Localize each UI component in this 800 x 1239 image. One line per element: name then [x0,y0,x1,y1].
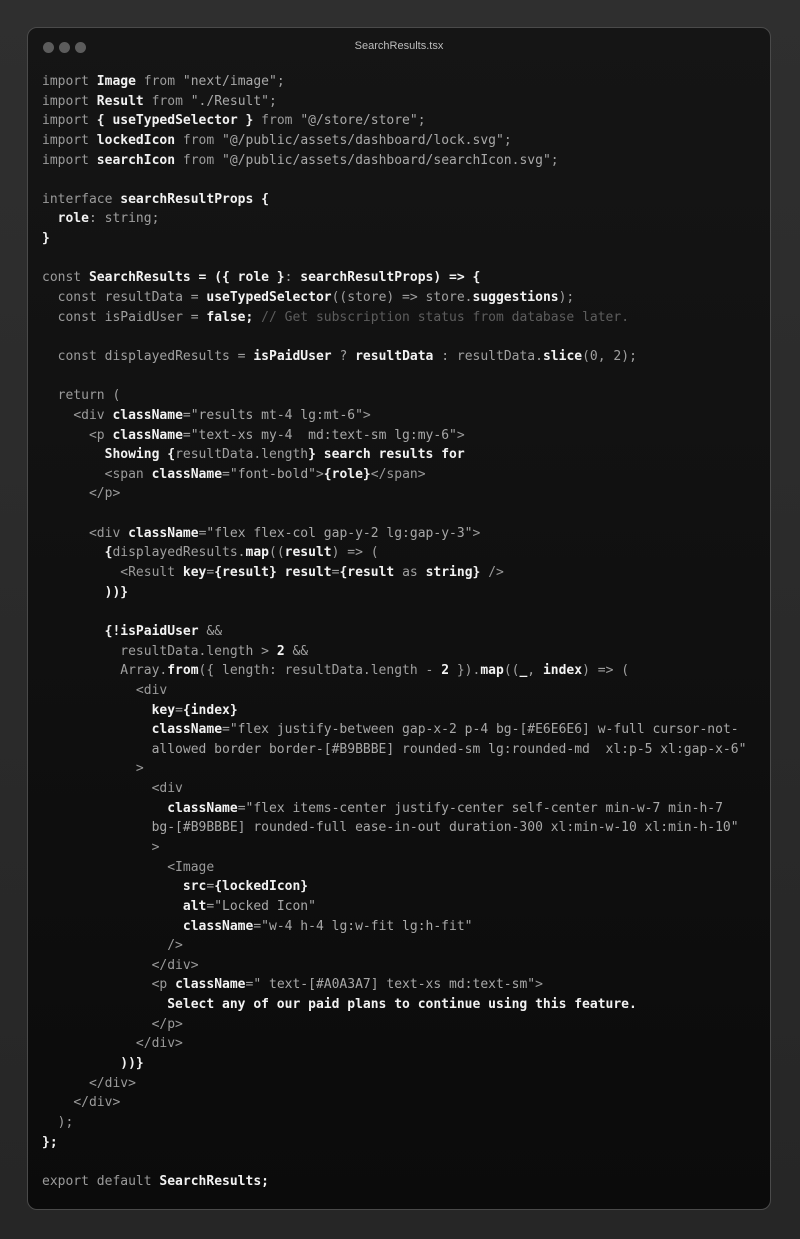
code-token: from [143,93,191,109]
code-token: ); [42,1114,74,1130]
code-token: "@/public/assets/dashboard/lock.svg" [222,132,504,148]
code-token: Result [96,93,144,109]
code-token: </div> [151,957,199,973]
code-line [42,818,746,838]
code-line [42,642,746,662]
code-token: from [175,132,223,148]
code-token: (( [503,663,520,679]
code-token: result [284,565,332,581]
code-token [42,565,120,580]
code-token: searchResultProps) => { [300,270,481,286]
code-token: useTypedSelector [206,290,332,306]
code-line [42,917,746,937]
code-token: 2 [276,643,285,659]
code-token: displayedResults. [112,545,246,561]
code-line [42,602,746,622]
code-line [42,288,746,308]
code-token: </p> [88,486,121,502]
code-token [42,899,183,914]
code-token: false; [206,309,254,325]
code-line [42,367,746,387]
code-token: bg-[#B9BBBE] rounded-full ease-in-out duration-300 xl:min-w-10 xl:min-h-10" [42,820,739,836]
code-token: import [42,113,97,129]
code-token [42,1056,120,1071]
code-token: { [104,545,113,561]
code-line [42,327,746,347]
code-line [42,1015,746,1035]
code-line [42,563,746,583]
code-token: = [206,879,215,895]
code-token: className [167,800,238,816]
code-line [42,858,746,878]
code-token: const [57,290,105,306]
code-token: alt [182,898,207,914]
code-token: </div> [88,1075,136,1091]
code-token: Select any of our paid plans to continue using this feature. [167,997,637,1013]
code-token: {result} [214,565,277,581]
title-bar [28,28,770,66]
code-line [42,897,746,917]
code-token: // Get subscription status from database later. [253,309,630,325]
code-token: "./Result" [190,93,270,109]
code-token: as [394,565,426,581]
code-line [42,504,746,524]
code-token: searchIcon [96,152,176,168]
code-token: "flex items-center justify-center self-center min-w-7 min-h-7 [245,800,723,816]
code-token: slice [542,348,583,364]
code-token: result [284,545,332,561]
code-token: className [151,466,223,482]
code-line [42,779,746,799]
code-token: <Result [120,565,183,581]
code-token: {role} [323,466,371,482]
code-token: suggestions [472,290,559,306]
code-token: = [182,407,191,423]
code-token [42,211,58,226]
code-token [42,467,105,482]
code-line [42,229,746,249]
code-line [42,72,746,92]
code-token: lockedIcon [96,132,176,148]
code-token: } [42,231,50,247]
code-token: "text-xs my-4 md:text-sm lg:my-6" [190,427,457,443]
code-line [42,170,746,190]
code-token [42,388,58,403]
code-token: = [245,977,254,993]
code-window [27,27,771,1210]
code-token [42,958,152,973]
code-line [42,622,746,642]
code-token: > [456,427,465,443]
code-token: {!isPaidUser [104,623,199,639]
code-token: export default [42,1173,160,1189]
code-token: className [175,977,246,993]
code-token [42,938,167,953]
code-token [42,860,167,875]
code-token [42,624,105,639]
code-token [42,761,136,776]
code-token: <p [88,427,113,443]
code-line [42,1172,746,1192]
code-token: className [112,407,183,423]
code-token: }; [42,1134,58,1150]
code-token: > [535,977,543,993]
code-line [42,406,746,426]
code-token [42,1036,136,1051]
code-token: </p> [151,1016,183,1032]
code-token [42,486,89,501]
code-line [42,838,746,858]
code-token: Array. [42,663,168,679]
code-line [42,308,746,328]
code-token: SearchResults = ({ role } [88,270,285,286]
code-token: = [222,722,230,738]
code-token: from [253,113,301,129]
code-token: const [42,270,89,286]
code-token [42,722,152,737]
code-token [42,919,183,934]
code-token [42,801,167,816]
code-token: ((store) => store. [331,290,473,306]
code-token: "w-4 h-4 lg:w-fit lg:h-fit" [261,918,473,934]
code-line [42,131,746,151]
code-line [42,661,746,681]
code-token: Showing { [104,447,176,463]
code-token: ? [331,348,356,364]
code-token: = [331,565,340,581]
code-token [42,879,183,894]
code-line [42,1152,746,1172]
code-token [42,1076,89,1091]
code-line [42,465,746,485]
code-token: ; [417,113,426,129]
code-token [42,840,152,855]
code-token: {result [339,565,395,581]
code-token [42,290,58,305]
code-token: 2 [441,663,450,679]
code-line [42,524,746,544]
code-token: {index} [182,702,238,718]
code-token: className [182,918,254,934]
code-line [42,1074,746,1094]
code-line [42,1093,746,1113]
code-token: src [182,879,207,895]
code-token: > [362,407,371,423]
code-token: : [284,270,301,286]
code-token: string} [425,565,481,581]
code-token: <span [104,466,152,482]
code-line [42,799,746,819]
code-token: role [57,211,89,227]
code-token: <Image [167,859,215,875]
code-line [42,583,746,603]
code-line [42,995,746,1015]
code-token: "next/image" [182,74,277,89]
code-token: ) => ( [582,663,630,679]
code-line [42,386,746,406]
code-line [42,445,746,465]
code-token: resultData.length [175,447,309,463]
code-token: ; [276,74,285,89]
code-token: interface [42,191,121,207]
code-token: : string; [88,211,160,227]
code-token: "Locked Icon" [214,898,316,914]
code-line [42,720,746,740]
code-line [42,484,746,504]
code-token [42,310,58,325]
code-token: = [222,466,230,482]
code-token: from [135,74,183,89]
code-line [42,740,746,760]
code-line [42,426,746,446]
code-token: <div [135,682,168,698]
code-token: map [245,545,269,561]
code-token: allowed border border-[#B9BBBE] rounded-sm lg:rounded-md xl:p-5 xl:gap-x-6" [42,741,747,757]
code-token: = [206,565,215,581]
code-token: const [57,309,105,325]
code-token: = [175,702,183,718]
code-block [42,72,746,1192]
code-line [42,1133,746,1153]
code-token: </span> [370,466,426,482]
code-token: ; [269,93,277,109]
code-token: /> [480,565,504,581]
code-token: </div> [135,1036,183,1052]
code-line [42,956,746,976]
code-token: from [167,663,199,679]
code-token [42,526,89,541]
code-token: searchResultProps { [120,191,269,207]
code-token [42,447,105,462]
code-token: resultData = [104,290,207,306]
code-line [42,190,746,210]
code-token: > [151,839,160,855]
code-token: = [198,525,207,541]
code-token: /> [167,938,183,954]
code-token: SearchResults; [159,1173,269,1189]
code-token: resultData [355,348,434,364]
code-token [42,1095,73,1110]
code-token: import [42,74,97,89]
code-token: { useTypedSelector } [96,113,254,129]
code-line [42,1034,746,1054]
code-token: <p [151,977,176,993]
code-token: _ [519,663,528,679]
code-token: }). [449,663,481,679]
code-token: return [57,388,113,404]
code-token: (0, 2); [582,348,637,364]
code-token [42,349,58,364]
code-token: className [128,525,199,541]
code-token: && [284,643,309,659]
code-token [42,683,136,698]
code-token [42,585,105,600]
code-token: "@/public/assets/dashboard/searchIcon.svg" [222,152,551,168]
code-token: const [57,348,105,364]
code-line [42,681,746,701]
code-line [42,92,746,112]
code-line [42,936,746,956]
code-token: : resultData. [433,348,543,364]
code-token: <div [151,781,183,797]
code-token [42,1017,152,1032]
code-line [42,543,746,563]
code-token: import [42,152,97,168]
code-token [42,428,89,443]
code-line [42,877,746,897]
code-token: } search results for [308,447,465,463]
code-token: className [112,427,183,443]
code-token: " text-[#A0A3A7] text-xs md:text-sm" [253,977,536,993]
code-line [42,759,746,779]
code-token: ; [550,152,559,168]
code-token [42,997,167,1012]
code-token [42,408,73,423]
code-token [42,977,152,992]
code-token [42,781,152,796]
code-token: Image [96,74,136,89]
code-token: <div [88,525,129,541]
code-token: ) => ( [331,545,379,561]
code-line [42,975,746,995]
code-token: isPaidUser = [104,309,207,325]
code-token: > [315,466,324,482]
code-token: resultData.length > [42,643,277,659]
file-name: SearchResults.tsx [354,40,444,52]
code-line [42,347,746,367]
code-token: import [42,132,97,148]
code-token: ; [503,132,512,148]
code-line [42,111,746,131]
code-token: {lockedIcon} [214,879,309,895]
code-token: = [237,800,246,816]
code-line [42,1054,746,1074]
code-token: ))} [104,584,129,600]
code-token: "flex flex-col gap-y-2 lg:gap-y-3" [206,525,473,541]
code-token: = [182,427,191,443]
code-token: "font-bold" [229,466,316,482]
code-token: = [206,898,215,914]
code-token: key [182,565,207,581]
code-line [42,209,746,229]
code-token: map [480,663,504,679]
code-token: (( [269,545,285,561]
code-line [42,1113,746,1133]
code-token: key [151,702,176,718]
code-token: <div [73,407,113,423]
code-token: , [527,663,543,679]
code-token [277,565,285,580]
code-line [42,268,746,288]
code-token: ))} [120,1056,144,1072]
code-token: > [472,525,481,541]
code-token: ({ length: resultData.length - [198,663,442,679]
code-token: = [253,918,262,934]
code-token: displayedResults = [104,348,254,364]
code-token: "results mt-4 lg:mt-6" [190,407,363,423]
code-token: </div> [73,1095,121,1111]
code-token: index [542,663,583,679]
code-token: import [42,93,97,109]
code-line [42,151,746,171]
code-token: from [175,152,223,168]
code-token [42,545,105,560]
code-token: ); [558,290,575,306]
code-line [42,701,746,721]
code-token: className [151,722,223,738]
code-token: isPaidUser [253,348,332,364]
code-token: "flex justify-between gap-x-2 p-4 bg-[#E6E6E6] w-full cursor-not- [229,722,739,738]
code-token: ( [112,388,121,404]
code-token: "@/store/store" [300,113,418,129]
code-token: && [198,623,223,639]
code-line [42,249,746,269]
code-token [42,703,152,718]
code-token: > [135,761,144,777]
